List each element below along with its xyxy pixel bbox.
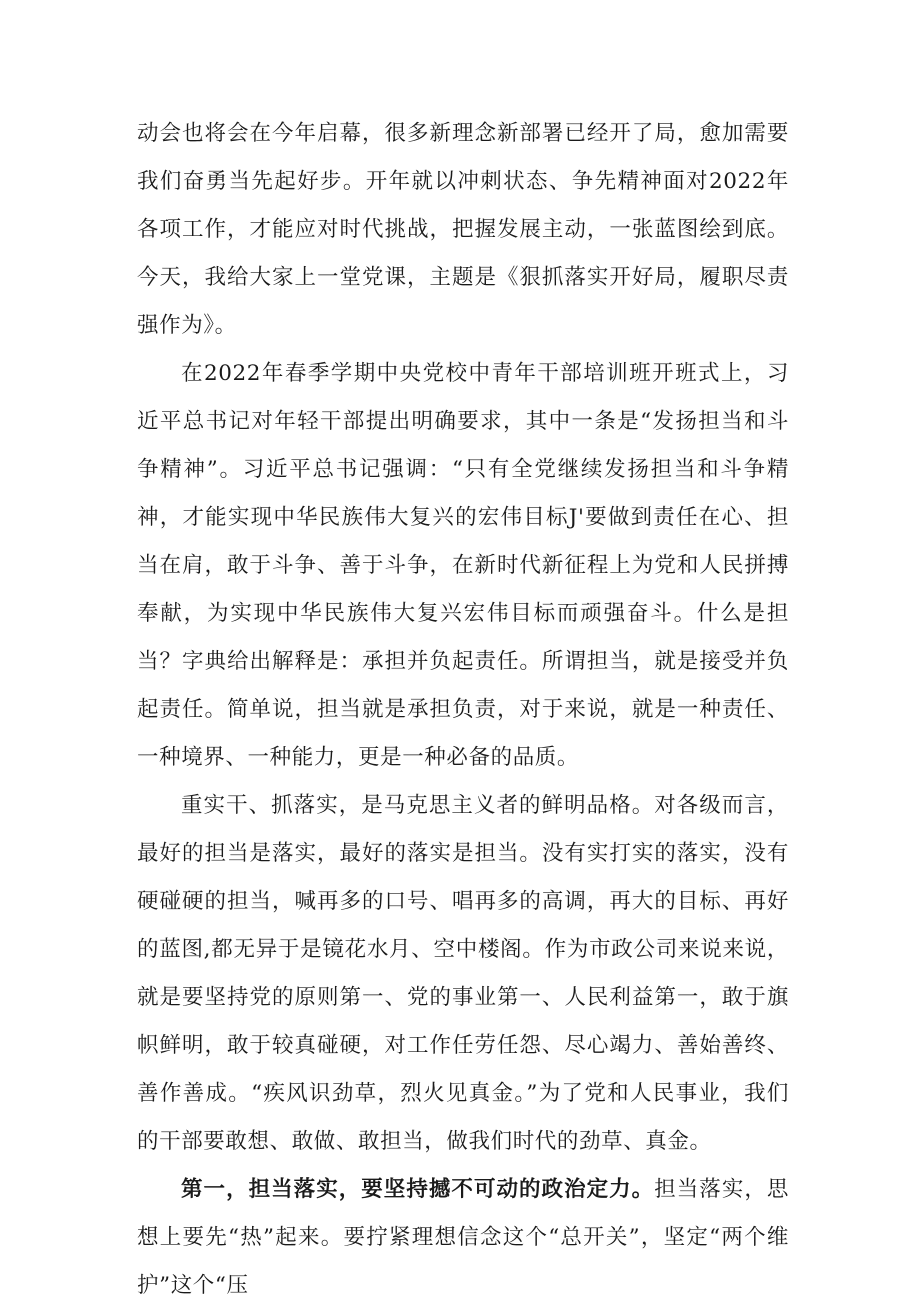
paragraph-1-text: 动会也将会在今年启幕，很多新理念新部署已经开了局，愈加需要我们奋勇当先起好步。开年就以冲刺状态、争先精神面对2022年各项工作，才能应对时代挑战，把握发展主动，一张蓝图绘到底。今天，我给大家上一堂党课，主题是《狠抓落实开好局，履职尽责强作为》。 [137, 121, 789, 338]
paragraph-4 [137, 1166, 789, 1310]
paragraph-4-text: 担当落实，思想上要先“热”起来。要拧紧理想信念这个“总开关”，坚定“两个维护”这个“压 [137, 1177, 789, 1298]
paragraph-3-text: 重实干、抓落实，是马克思主义者的鲜明品格。对各级而言，最好的担当是落实，最好的落实是担当。没有实打实的落实，没有硬碰硬的担当，喊再多的口号、唱再多的高调，再大的目标、再好的蓝图,都无异于是镜花水月、空中楼阁。作为市政公司来说来说，就是要坚持党的原则第一、党的事业第一、人民利益第一，敢于旗帜鲜明，敢于较真碰硬，对工作任劳任怨、尽心竭力、善始善终、善作善成。“疾风识劲草，烈火见真金。”为了党和人民事业，我们的干部要敢想、敢做、敢担当，做我们时代的劲草、真金。 [137, 793, 789, 1154]
paragraph-4-lead-heading: 第一，担当落实，要坚持撼不可动的政治定力。 [181, 1177, 655, 1202]
document-body [137, 110, 789, 1310]
paragraph-2-text: 在2022年春季学期中央党校中青年干部培训班开班式上，习近平总书记对年轻干部提出明确要求，其中一条是“发扬担当和斗争精神”。习近平总书记强调：“只有全党继续发扬担当和斗争精神，才能实现中华民族伟大复兴的宏伟目标J'要做到责任在心、担当在肩，敢于斗争、善于斗争，在新时代新征程上为党和人民拼搏奉献，为实现中华民族伟大复兴宏伟目标而顽强奋斗。什么是担当？字典给出解释是：承担并负起责任。所谓担当，就是接受并负起责任。简单说，担当就是承担负责，对于来说，就是一种责任、一种境界、一种能力，更是一种必备的品质。 [137, 361, 789, 770]
paragraph-2 [137, 350, 789, 782]
paragraph-1 [137, 110, 789, 350]
paragraph-3 [137, 782, 789, 1166]
